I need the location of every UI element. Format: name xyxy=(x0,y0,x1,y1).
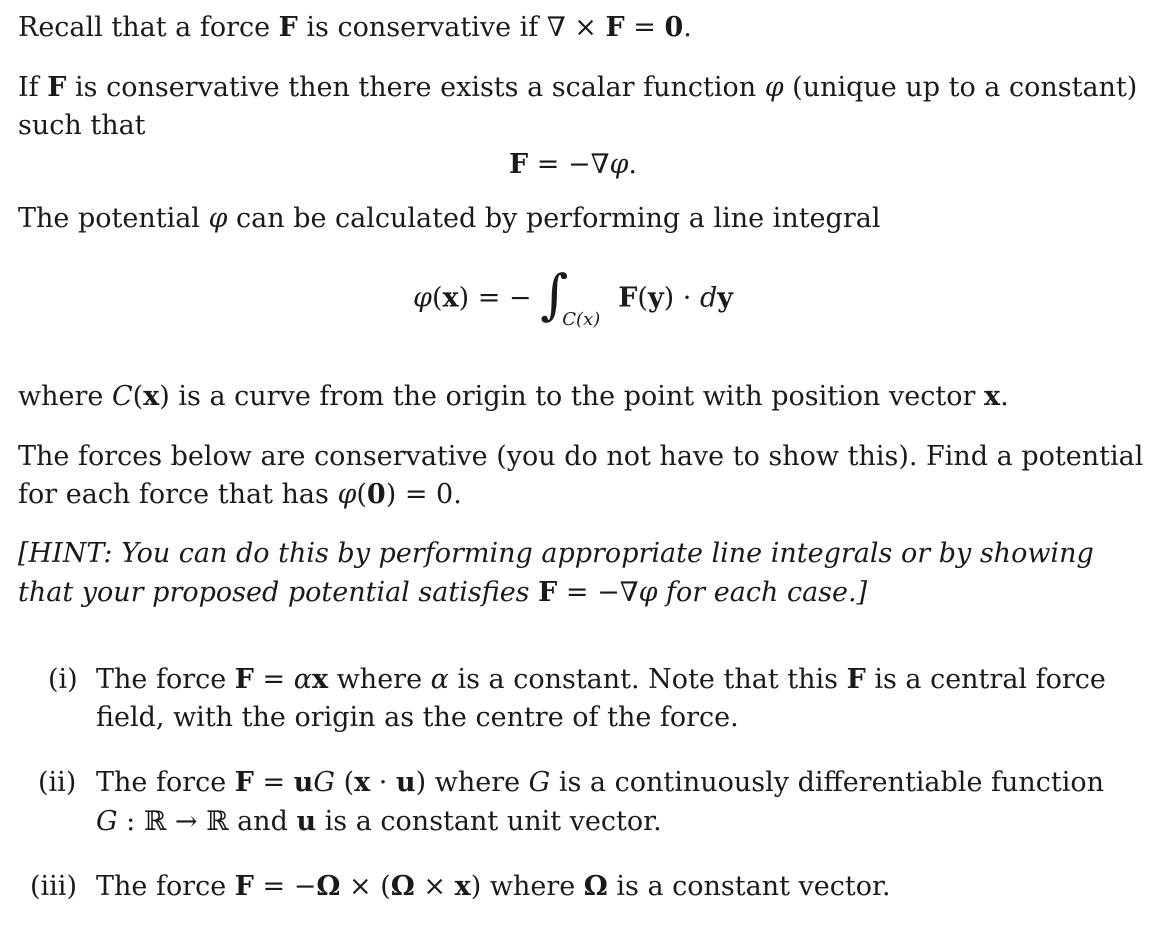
item-i-line2: field, with the origin as the centre of the force. xyxy=(96,702,739,733)
paragraph-conservative-definition: Recall that a force F is conservative if ∇ × F = 0. xyxy=(18,12,692,43)
paragraph-scalar-function-line2: such that xyxy=(18,110,146,141)
paragraph-curve-definition: where C(x) is a curve from the origin to the point with position vector x. xyxy=(18,381,1009,412)
paragraph-line-integral: The potential φ can be calculated by performing a line integral xyxy=(18,203,881,234)
item-i-line1: The force F = αx where α is a constant. Note that this F is a central force xyxy=(96,664,1106,695)
item-iii-line1: The force F = −Ω × (Ω × x) where Ω is a constant vector. xyxy=(96,871,891,902)
paragraph-task-line2: for each force that has φ(0) = 0. xyxy=(18,479,462,510)
item-label: (i) xyxy=(48,664,78,695)
item-ii-line1: The force F = uG (x · u) where G is a continuously differentiable function xyxy=(96,767,1105,798)
equation-gradient: F = −∇φ. xyxy=(509,149,637,180)
hint-line2: that your proposed potential satisfies F = −∇φ for each case.] xyxy=(18,577,868,608)
paragraph-task-line1: The forces below are conservative (you do not have to show this). Find a potential xyxy=(18,441,1144,472)
item-ii-line2: G : ℝ → ℝ and u is a constant unit vector. xyxy=(96,806,662,837)
hint-line1: [HINT: You can do this by performing appropriate line integrals or by showing xyxy=(18,538,1094,569)
item-label: (iii) xyxy=(30,871,77,902)
equation-line-integral: φ(x) = − $\int_{C(x)}F(y)$ · dy xyxy=(413,263,733,330)
integral-sign: ∫ xyxy=(540,263,569,326)
item-label: (ii) xyxy=(38,767,77,798)
paragraph-scalar-function-line1: If F is conservative then there exists a scalar function φ (unique up to a constant) xyxy=(18,72,1138,103)
integral-subscript: C(x) xyxy=(562,308,601,330)
